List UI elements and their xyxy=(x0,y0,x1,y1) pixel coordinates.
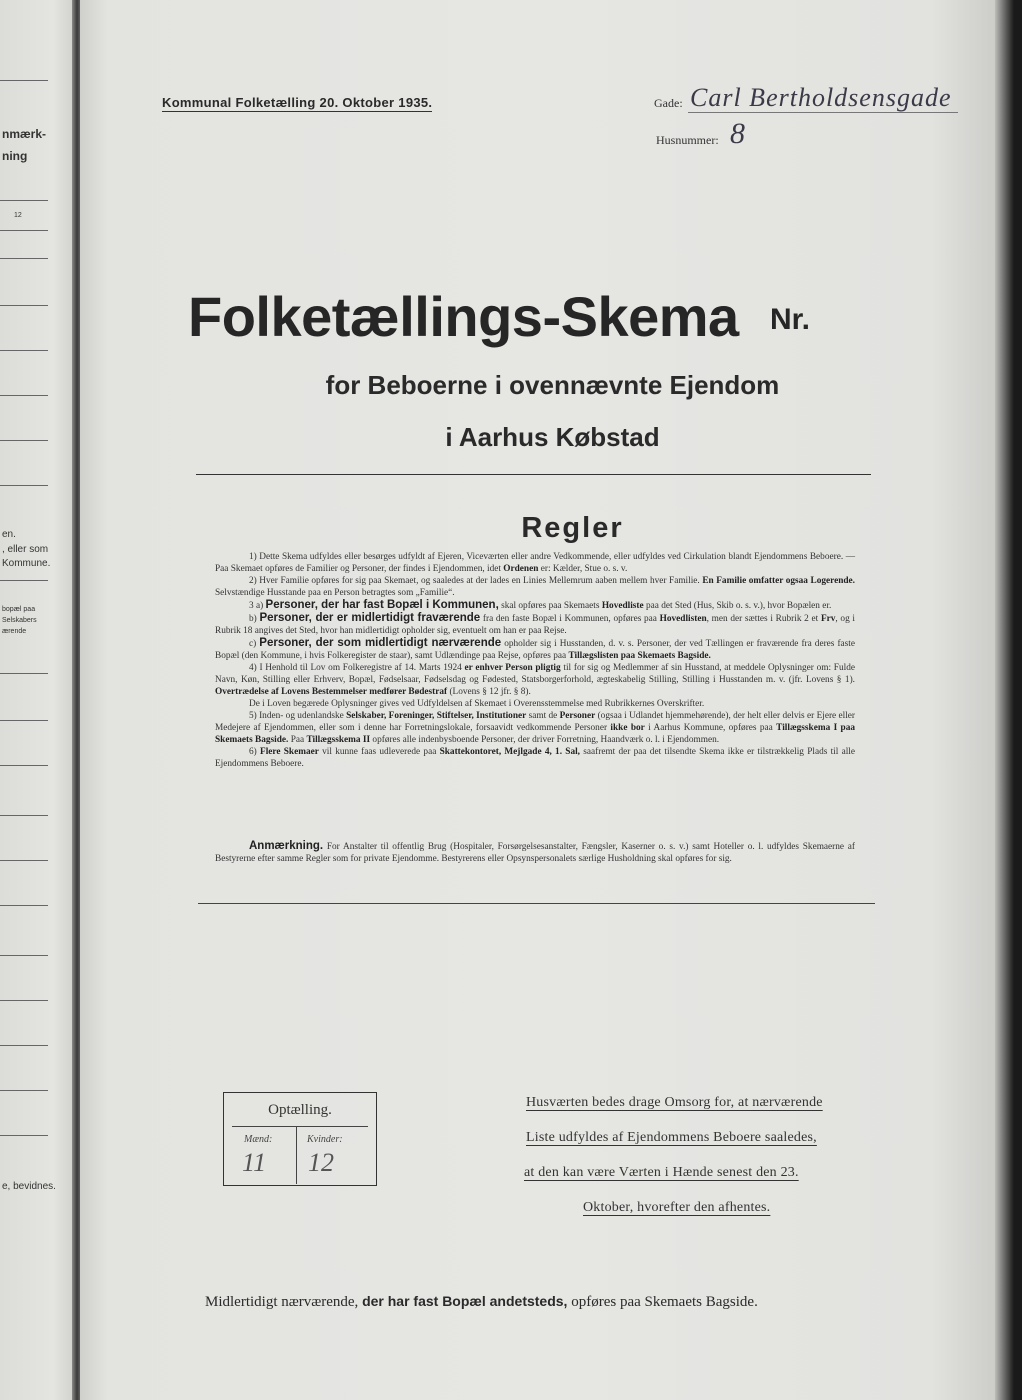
divider xyxy=(0,1000,48,1001)
form-subtitle-city: i Aarhus Købstad xyxy=(445,422,660,452)
women-count-handwritten: 12 xyxy=(308,1148,334,1177)
left-fragment: Selskabers xyxy=(2,617,37,624)
divider xyxy=(0,1135,48,1136)
count-box-column-divider xyxy=(296,1126,297,1184)
landlord-notice-line: Husværten bedes drage Omsorg for, at nærværende xyxy=(526,1095,823,1110)
left-fragment: ning xyxy=(2,149,28,163)
left-fragment: bopæl paa xyxy=(2,606,36,613)
divider xyxy=(0,80,48,81)
divider xyxy=(0,230,48,231)
rule-6: 6) Flere Skemaer vil kunne faas udleverede paa Skattekontoret, Mejlgade 4, 1. Sal, saafremt der paa det tilsendte Skema ikke er tilstrækkelig Plads til alle Ejendommens Beboere. xyxy=(215,747,856,769)
left-fragment: e, bevidnes. xyxy=(2,1181,56,1192)
landlord-notice-line: at den kan være Værten i Hænde senest den 23. xyxy=(524,1165,799,1180)
rule-3c: c) Personer, der som midlertidigt nærværende opholder sig i Husstanden, d. v. s. Personer, der ved Tællingen er fraværende fra deres faste Bopæl (den Kommune, i hvis Folkeregister de staar), samt Udlændinge paa Rejse, opføres paa Tillægslisten paa Skemaets Bagside. xyxy=(215,637,856,661)
street-handwritten-value: Carl Bertholdsensgade xyxy=(690,83,952,112)
divider xyxy=(0,860,48,861)
divider xyxy=(0,580,48,581)
divider xyxy=(0,1090,48,1091)
form-number-label: Nr. xyxy=(770,303,811,336)
page-edge-shadow xyxy=(995,0,1022,1400)
left-fragment: ærende xyxy=(2,628,27,635)
divider xyxy=(0,815,48,816)
remark-paragraph xyxy=(215,840,855,865)
divider xyxy=(0,673,48,674)
divider xyxy=(0,720,48,721)
left-fragment: 12 xyxy=(14,212,22,219)
divider xyxy=(0,1045,48,1046)
landlord-notice-line: Oktober, hvorefter den afhentes. xyxy=(583,1200,771,1215)
rule-1: 1) Dette Skema udfyldes eller besørges udfyldt af Ejeren, Viceværten eller andre Vedkommende, eller udfyldes ved Cirkulation blandt Ejendommens Beboere. — Paa Skemaet opføres de Familier og Personer, der findes i Ejendommen, idet Ordenen er: Kælder, Stue o. s. v. xyxy=(215,552,855,574)
landlord-notice-line: Liste udfyldes af Ejendommens Beboere saaledes, xyxy=(526,1130,817,1145)
left-fragment: nmærk- xyxy=(2,127,47,141)
rule-4-note: De i Loven begærede Oplysninger gives ved Udfyldelsen af Skemaet i Overensstemmelse med Rubrikkernes Overskrifter. xyxy=(249,699,705,709)
count-box-title: Optælling. xyxy=(268,1102,332,1118)
left-fragment: en. xyxy=(2,529,16,540)
divider xyxy=(198,903,875,904)
previous-page-strip xyxy=(0,0,76,1400)
rule-4: 4) I Henhold til Lov om Folkeregistre af 14. Marts 1924 er enhver Person pligtig til for sig og Medlemmer af sin Husstand, at meddele Oplysninger om: Fulde Navn, Køn, Stilling eller Erhverv, Bopæl, Fødselsaar, Fødselsdag og Fødested, Statsborgerforhold, ægteskabelig Stilling, Stilling i Husstanden m. v. (jfr. Lovens § 1). Overtrædelse af Lovens Bestemmelser medfører Bødestraf (Lovens § 12 jfr. § 8). xyxy=(215,663,855,697)
rules-body xyxy=(215,551,855,770)
divider xyxy=(0,485,48,486)
street-label: Gade: xyxy=(654,96,683,110)
left-fragment: Kommune. xyxy=(2,558,51,569)
men-label: Mænd: xyxy=(244,1134,273,1145)
house-number-label: Husnummer: xyxy=(656,133,719,147)
divider xyxy=(0,765,48,766)
remark-text: For Anstalter til offentlig Brug (Hospitaler, Forsørgelsesanstalter, Fængsler, Kaserner o. s. v.) samt Hoteller o. l. udfyldes Skemaerne af Bestyrerne efter samme Regler som for private Ejendomme. Bestyrerens eller Opsynspersonalets særlige Husholdning skal opføres for sig. xyxy=(215,842,856,864)
divider xyxy=(0,258,48,259)
form-title: Folketællings-Skema xyxy=(188,285,739,348)
remark-label: Anmærkning. xyxy=(249,840,324,852)
divider xyxy=(0,305,48,306)
rule-3a: 3 a) Personer, der har fast Bopæl i Kommunen, skal opføres paa Skemaets Hovedliste paa det Sted (Hus, Skib o. s. v.), hvor Bopælen er. xyxy=(249,599,832,611)
rule-3b: b) Personer, der er midlertidigt fraværende fra den faste Bopæl i Kommunen, opføres paa Hovedlisten, men der sættes i Rubrik 2 et Frv, og i Rubrik 18 angives det Sted, hvor han midlertidigt opholder sig, eventuelt om han er paa Rejse. xyxy=(215,612,856,636)
census-form-page xyxy=(80,0,1005,1400)
divider xyxy=(0,200,48,201)
left-fragment: , eller som xyxy=(2,544,49,555)
rules-heading: Regler xyxy=(521,512,624,544)
women-label: Kvinder: xyxy=(307,1134,343,1145)
men-count-handwritten: 11 xyxy=(242,1148,267,1177)
street-underline xyxy=(688,112,958,113)
form-subtitle: for Beboerne i ovennævnte Ejendom xyxy=(325,370,780,400)
divider xyxy=(0,350,48,351)
rule-2: 2) Hver Familie opføres for sig paa Skemaet, og saaledes at der lades en Linies Mellemrum aaben mellem hver Familie. En Familie omfatter ogsaa Logerende. Selvstændige Husstande paa en Person betragtes som „Familie“. xyxy=(215,576,855,598)
divider xyxy=(196,474,871,475)
house-number-handwritten-value: 8 xyxy=(730,117,745,150)
count-box-divider xyxy=(232,1126,368,1127)
divider xyxy=(0,955,48,956)
divider xyxy=(0,395,48,396)
footer-note: Midlertidigt nærværende, der har fast Bopæl andetsteds, opføres paa Skemaets Bagside. xyxy=(205,1293,758,1310)
divider xyxy=(0,440,48,441)
divider xyxy=(0,905,48,906)
count-box xyxy=(223,1092,377,1186)
rule-5: 5) Inden- og udenlandske Selskaber, Foreninger, Stiftelser, Institutioner samt de Personer (ogsaa i Udlandet hjemmehørende), der helt eller delvis er Ejere eller Medejere af Ejendommen, eller som i denne har Forretningslokale, forsaavidt vedkommende Personer ikke bor i Aarhus Kommune, opføres paa Tillægsskema I paa Skemaets Bagside. Paa Tillægsskema II opføres alle indenbysboende Personer, der driver Forretning, Haandværk o. l. i Ejendommen. xyxy=(215,711,856,745)
census-header: Kommunal Folketælling 20. Oktober 1935. xyxy=(162,95,433,110)
